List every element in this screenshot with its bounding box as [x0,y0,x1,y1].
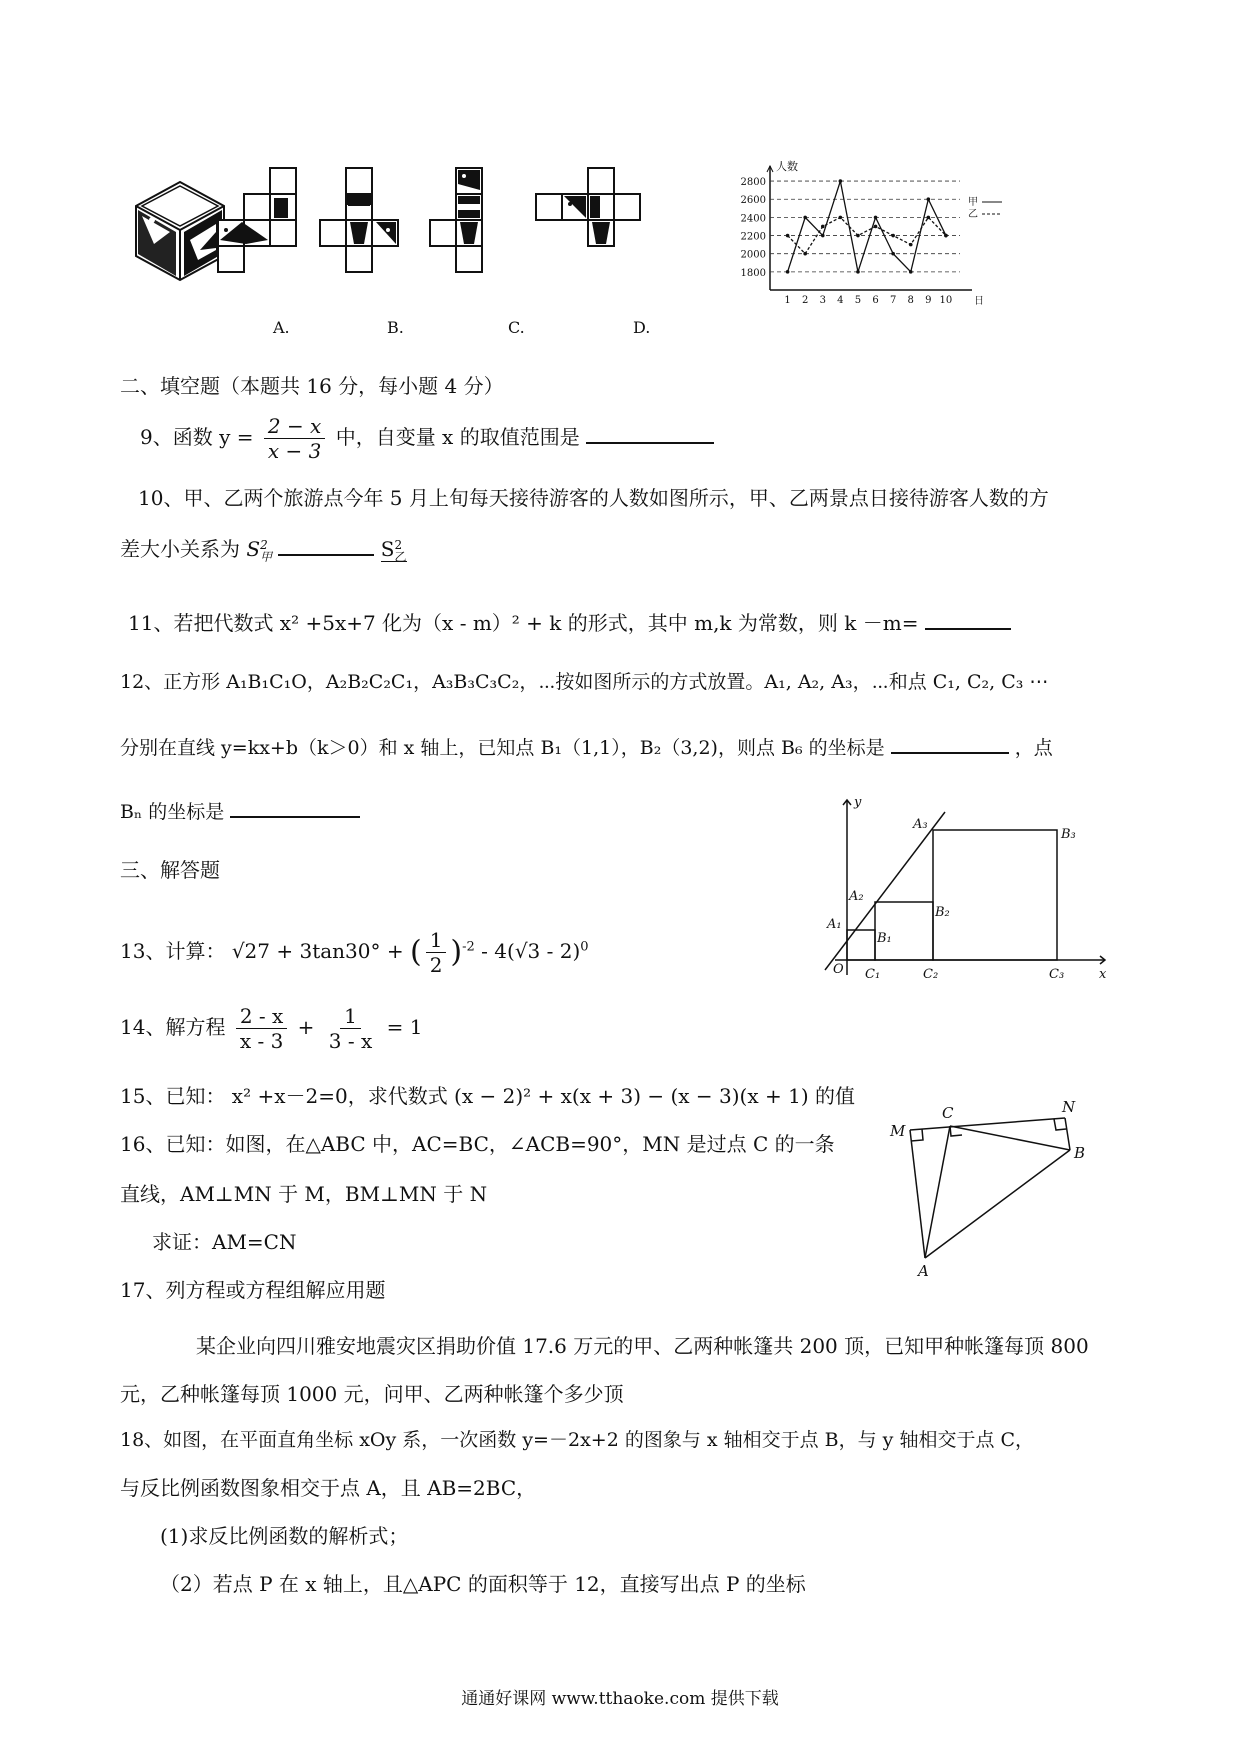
cube-nets-figure [120,160,720,350]
s-yi: S 2 乙 [380,537,407,564]
data-point [803,216,807,220]
data-point [909,270,913,274]
y-tick-label: 2600 [740,195,766,207]
question-18-line-1: 18、如图，在平面直角坐标 xOy 系，一次函数 y=－2x+2 的图象与 x 轴相交于点 B，与 y 轴相交于点 C， [120,1429,1035,1451]
b2-label: B₂ [935,905,950,920]
q13-expr1: √27 + 3tan30° + [231,939,404,963]
legend-label: 甲 [968,197,978,208]
q9-fraction [264,414,325,463]
question-16-line-3: 求证：AM=CN [152,1230,297,1254]
data-point [786,234,790,238]
data-point [874,225,878,229]
axis-y-label: y [854,795,862,810]
y-tick-label: 2000 [740,249,766,261]
data-point [891,252,895,256]
cube-figure [136,182,224,280]
question-18-part-2: （2）若点 P 在 x 轴上，且△APC 的面积等于 12，直接写出点 P 的坐标 [160,1572,806,1596]
q14-fraction-2: $\frac{1}{3 - x}$ [328,1004,373,1053]
c1-label: C₁ [865,967,881,980]
squares-figure [805,790,1115,980]
q10-answer-blank[interactable] [278,534,374,556]
net-b [320,168,398,272]
question-17-line-1: 17、列方程或方程组解应用题 [120,1278,386,1302]
x-tick-label: 2 [801,295,809,306]
y-tick-label: 2800 [740,177,766,189]
q13-half: $\frac{1}{2}$ [426,928,447,977]
data-point [856,270,860,274]
net-d [536,168,640,246]
question-16-line-2: 直线，AM⊥MN 于 M，BM⊥MN 于 N [120,1182,488,1206]
data-point [821,225,825,229]
data-point [856,234,860,238]
q13-prefix: 13、计算： [120,939,226,963]
x-tick-label: 4 [837,295,844,306]
data-point [944,234,948,238]
x-tick-label: 1 [784,295,791,306]
n-label: N [1062,1100,1076,1116]
question-12-line-2 [120,732,1053,762]
question-12-line-1: 12、正方形 A₁B₁C₁O，A₂B₂C₂C₁，A₃B₃C₃C₂，⋯按如图所示的方式放置。A₁, A₂, A₃，⋯和点 C₁, C₂, C₃ ⋯ [120,671,1049,693]
b3-label: B₃ [1061,827,1076,842]
a3-label: A₃ [913,817,928,832]
q12-bn-blank[interactable] [230,796,360,818]
q9-prefix: 9、函数 y = [140,425,254,449]
q12-b6-blank[interactable] [891,732,1009,754]
y-tick-label: 1800 [740,267,766,279]
x-tick-label: 3 [819,295,826,306]
axis-x-label: x [1099,967,1107,980]
q14-prefix: 14、解方程 [120,1015,226,1039]
section-3-heading: 三、解答题 [120,858,220,882]
q12-text: 分别在直线 y=kx+b（k＞0）和 x 轴上，已知点 B₁（1,1），B₂（3,2)，则点 B₆ 的坐标是 [120,737,885,759]
b-label: B [1074,1144,1086,1162]
data-point [891,234,895,238]
data-point [839,216,843,220]
data-point [927,197,931,201]
c2-label: C₂ [923,967,939,980]
b1-label: B₁ [877,931,892,946]
option-a-label: A. [273,318,290,337]
s-jia: S 2 甲 [246,537,273,564]
origin-label: O [833,962,844,977]
x-axis-label: 日 [974,296,984,307]
data-point [839,179,843,183]
question-16-line-1: 16、已知：如图，在△ABC 中，AC=BC，∠ACB=90°，MN 是过点 C 的一条 [120,1132,835,1156]
triangle-figure [880,1100,1100,1290]
question-11 [128,608,1011,637]
series-line-1 [788,181,946,272]
data-point [821,234,825,238]
net-a [218,168,296,272]
question-17-line-2: 某企业向四川雅安地震灾区捐助价值 17.6 万元的甲、乙两种帐篷共 200 顶，已知甲种帐篷每顶 800 [196,1334,1089,1358]
x-tick-label: 5 [854,295,862,306]
section-2-heading: 二、填空题（本题共 16 分，每小题 4 分） [120,374,504,398]
option-d-label: D. [633,318,651,337]
a1-label: A₁ [827,917,842,932]
x-tick-label: 8 [907,295,914,306]
c-label: C [942,1104,954,1122]
q14-fraction-1: $\frac{2 - x}{x - 3}$ [236,1004,287,1053]
net-c [430,168,482,272]
q9-denominator: x − 3 [267,439,322,463]
x-tick-label: 10 [939,295,953,306]
x-tick-label: 9 [925,295,932,306]
q13-expr2: - 4(√3 - 2) [481,939,581,963]
q13-exponent: -2 [462,939,475,955]
question-14: 14、解方程 $\frac{2 - x}{x - 3}$ + $\frac{1}{3 - x}$ = 1 [120,1004,423,1053]
q11-answer-blank[interactable] [925,608,1011,630]
option-b-label: B. [387,318,404,337]
q12-text-end: ，点 [1014,737,1053,759]
question-18-part-1: (1)求反比例函数的解析式； [160,1524,409,1548]
y-axis-label: 人数 [776,160,798,173]
page-footer: 通通好课网 www.tthaoke.com 提供下载 [461,1689,779,1709]
legend-label: 乙 [968,209,978,220]
q9-answer-blank[interactable] [586,422,714,444]
q11-text: 11、若把代数式 x² +5x+7 化为（x - m）² + k 的形式，其中 m,k 为常数，则 k －m= [128,611,919,635]
q9-numerator: 2 − x [264,414,325,439]
c3-label: C₃ [1049,967,1065,980]
question-10-line-2 [120,534,407,563]
question-12-line-3 [120,796,360,826]
m-label: M [890,1122,906,1140]
question-18-line-2: 与反比例函数图象相交于点 A，且 AB=2BC， [120,1476,537,1500]
data-point [909,243,913,247]
visitor-line-chart [730,160,1030,310]
x-tick-label: 6 [872,295,879,306]
data-point [874,216,878,220]
x-tick-label: 7 [889,295,897,306]
y-tick-label: 2200 [740,231,766,243]
data-point [803,252,807,256]
data-point [927,216,931,220]
q9-suffix: 中，自变量 x 的取值范围是 [335,425,580,449]
q10-prefix: 差大小关系为 [120,537,240,561]
data-point [786,270,790,274]
option-c-label: C. [508,318,525,337]
question-15: 15、已知： x² +x－2=0，求代数式 (x − 2)² + x(x + 3) − (x − 3)(x + 1) 的值 [120,1084,855,1108]
question-17-line-3: 元，乙种帐篷每顶 1000 元，问甲、乙两种帐篷个多少顶 [120,1382,624,1406]
a2-label: A₂ [849,889,864,904]
q12-bn-label: Bₙ 的坐标是 [120,801,225,823]
question-10-line-1: 10、甲、乙两个旅游点今年 5 月上旬每天接待游客的人数如图所示，甲、乙两景点日接待游客人数的方 [138,486,1049,510]
question-9 [140,414,714,463]
a-label: A [918,1262,929,1280]
y-tick-label: 2400 [740,213,766,225]
question-13: 13、计算： √27 + 3tan30° + ( $\frac{1}{2}$ )$^{-2}$ - 4(√3 - 2)$^0$ [120,928,589,977]
